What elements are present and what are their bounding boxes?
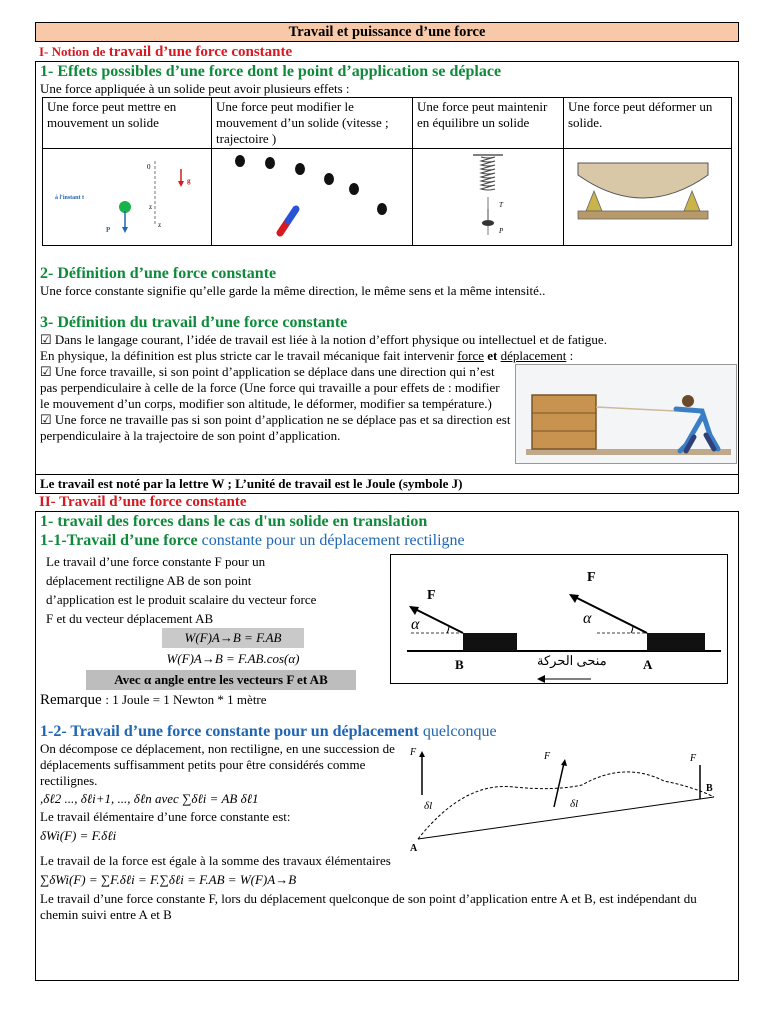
p-label: P xyxy=(106,226,111,234)
effect-1: Une force peut mettre en mouvement un solide xyxy=(43,98,212,149)
s2-12-t6: ∑δWi(F) = ∑F.δℓi = F.∑δℓi = F.AB = W(F)A→B xyxy=(40,872,297,887)
instant-label: à l'instant t xyxy=(55,195,85,201)
s2-sub12-heading xyxy=(40,722,738,741)
remark-label: Remarque xyxy=(40,692,102,708)
page xyxy=(35,22,739,981)
sub3-p2-end: : xyxy=(569,348,574,363)
alpha-label-b: α xyxy=(411,616,420,633)
s2-sub12-b: quelconque xyxy=(422,723,497,740)
sub2-heading: 2- Définition d’une force constante xyxy=(40,265,277,282)
direction-arrowhead xyxy=(537,675,545,683)
image-trajectory xyxy=(212,149,413,246)
sub3-p4: ☑ Une force ne travaille pas si son point d’application ne se déplace pas et sa direction est perpendiculaire à la trajectoire de son point d’application. xyxy=(40,412,511,443)
s2-sub12-a: 1-2- Travail d’une force constante pour un déplacement xyxy=(40,723,419,740)
force-head-1 xyxy=(419,751,425,757)
force-vector-2 xyxy=(554,763,564,807)
s2-t4: F et du vecteur déplacement AB xyxy=(46,611,214,626)
s2-sub11-b: constante pour un déplacement rectiligne xyxy=(201,532,465,549)
sub3-work-block xyxy=(36,364,738,464)
curve-figure xyxy=(404,741,732,853)
p2-label: P xyxy=(499,227,504,235)
sub3-p2-start: En physique, la définition est plus stricte car le travail mécanique fait intervenir xyxy=(40,348,455,363)
s2-rect-text xyxy=(36,552,386,710)
dl-label-1: δl xyxy=(424,800,433,812)
ball-pos-4 xyxy=(324,173,334,185)
s2-rect-block xyxy=(36,552,738,710)
sub3-heading: 3- Définition du travail d’une force constante xyxy=(40,314,348,331)
s2-curve-block xyxy=(36,741,738,853)
effect-4: Une force peut déformer un solide. xyxy=(564,98,732,149)
force-label-a: F xyxy=(587,570,596,585)
section1-box xyxy=(35,61,739,494)
g-arrowhead xyxy=(178,181,184,187)
sub3-text-col xyxy=(36,364,512,464)
s2-t2: déplacement rectiligne AB de son point xyxy=(46,573,252,588)
ball-pos-1 xyxy=(235,155,245,167)
sub1-heading: 1- Effets possibles d’une force dont le point d’application se déplace xyxy=(40,63,502,80)
s2-12-t3: Le travail élémentaire d’une force constante est: xyxy=(40,809,291,824)
f-label-2: F xyxy=(544,751,551,762)
spring-diagram xyxy=(413,149,563,241)
curved-path xyxy=(418,772,714,839)
s2-12-t7: Le travail d’une force constante F, lors du déplacement quelconque de son point d’application entre A et B, est indépendant du chemin suivi entre A et B xyxy=(40,891,697,922)
s2-12-t5: Le travail de la force est égale à la somme des travaux élémentaires xyxy=(40,853,391,868)
bent-beam-diagram xyxy=(564,149,722,241)
g-label: g xyxy=(187,177,191,185)
sub2-text: Une force constante signifie qu’elle garde la même direction, le même sens et la même intensité.. xyxy=(40,283,546,298)
man-head xyxy=(682,395,694,407)
man-pulling-box xyxy=(516,365,736,463)
pushing-box-image xyxy=(515,364,737,464)
crate xyxy=(532,395,596,449)
alpha-label-a: α xyxy=(583,610,592,627)
a-label: A xyxy=(410,843,418,853)
s2-sub11-a: 1-1-Travail d’une force xyxy=(40,532,198,549)
f-label-3: F xyxy=(690,753,697,764)
sub3-p2-force: force xyxy=(457,348,485,363)
formula-1: W(F)A→B = F.AB xyxy=(162,628,304,648)
s2-sub11-heading xyxy=(40,531,738,550)
ball-pos-2 xyxy=(265,157,275,169)
section2-title: II- Travail d’une force constante xyxy=(39,494,247,510)
image-motion xyxy=(43,149,212,246)
section1-prefix: I- Notion de xyxy=(39,44,106,59)
f-label-1: F xyxy=(410,747,417,758)
point-b-label: B xyxy=(455,657,464,672)
image-equilibrium xyxy=(413,149,564,246)
force-head-2 xyxy=(561,759,567,766)
sub3-p1: ☑ Dans le langage courant, l’idée de travail est liée à la notion d’effort physique ou intellectuel et de fatigue. xyxy=(40,332,607,347)
block-at-a xyxy=(647,633,705,651)
s2-12-t1: On décompose ce déplacement, non rectiligne, en une succession de déplacements suffisamment petits pour être considérés comme rectilignes. xyxy=(40,741,395,788)
sub3-p2-disp: déplacement xyxy=(500,348,567,363)
ball-pos-5 xyxy=(349,183,359,195)
rectilinear-figure xyxy=(390,554,728,684)
remark-text: : 1 Joule = 1 Newton * 1 mètre xyxy=(105,692,267,707)
base xyxy=(578,211,708,219)
ground xyxy=(526,449,731,455)
spring xyxy=(481,157,495,190)
effect-2: Une force peut modifier le mouvement d’un solide (vitesse ; trajectoire ) xyxy=(212,98,413,149)
force-displacement-diagram xyxy=(391,555,727,683)
point-a-label: A xyxy=(643,657,653,672)
s2-12-t4: δWi(F) = F.δℓi xyxy=(40,828,117,843)
sub3-p3: ☑ Une force travaille, si son point d’application se déplace dans une direction qui n’est pas perpendiculaire à celle de la force (Une force qui travaille a pour effets de : modifier le mouvement d’un corps, modifier son altitude, le déformer, modifier sa température.) xyxy=(40,364,500,411)
section1-heading xyxy=(39,44,739,61)
b-label: B xyxy=(706,783,713,794)
z-label-2: z xyxy=(158,221,162,229)
ball-pos-6 xyxy=(377,203,387,215)
falling-ball-diagram xyxy=(43,149,211,241)
bent-beam xyxy=(578,163,708,198)
trajectory-diagram xyxy=(212,149,412,241)
s2-12-t2: ,δℓ2 ..., δℓi+1, ..., δℓn avec ∑δℓi = AB δℓ1 xyxy=(40,791,259,806)
ball-pos-3 xyxy=(295,163,305,175)
work-note-bar xyxy=(36,474,738,493)
dl-label-2: δl xyxy=(570,798,579,810)
chord-ab xyxy=(418,797,714,839)
page-title: Travail et puissance d’une force xyxy=(35,22,739,42)
sub3-p2 xyxy=(40,348,738,364)
image-deform xyxy=(564,149,732,246)
s2-sub1-heading: 1- travail des forces dans le cas d'un solide en translation xyxy=(40,513,428,530)
direction-label: منحى الحركة xyxy=(537,653,607,668)
t-label: T xyxy=(499,201,503,209)
weight-arrowhead xyxy=(122,227,128,233)
right-support xyxy=(684,191,700,211)
formula-2: W(F)A→B = F.AB.cos(α) xyxy=(166,651,300,666)
force-label-b: F xyxy=(427,588,436,603)
sub3-p2-and: et xyxy=(487,348,498,363)
s2-t3: d’application est le produit scalaire du vecteur force xyxy=(46,592,317,607)
block-at-b xyxy=(463,633,517,651)
left-support xyxy=(586,191,602,211)
magnet-blue xyxy=(288,209,296,221)
sub1-intro: Une force appliquée à un solide peut avoir plusieurs effets : xyxy=(40,81,350,96)
curved-path-diagram xyxy=(404,741,732,853)
origin-label: 0 xyxy=(147,163,151,171)
effects-table xyxy=(42,97,732,246)
s2-t1: Le travail d’une force constante F pour un xyxy=(46,554,266,569)
z-label: z xyxy=(149,203,153,211)
work-note: Le travail est noté par la lettre W ; L’unité de travail est le Joule (symbole J) xyxy=(40,476,463,491)
s2-curve-text xyxy=(36,741,396,853)
section1-title: travail d’une force constante xyxy=(108,44,293,60)
remark xyxy=(40,690,386,710)
alpha-definition: Avec α angle entre les vecteurs F et AB xyxy=(86,670,356,690)
effect-3: Une force peut maintenir en équilibre un solide xyxy=(413,98,564,149)
section2-box xyxy=(35,511,739,981)
